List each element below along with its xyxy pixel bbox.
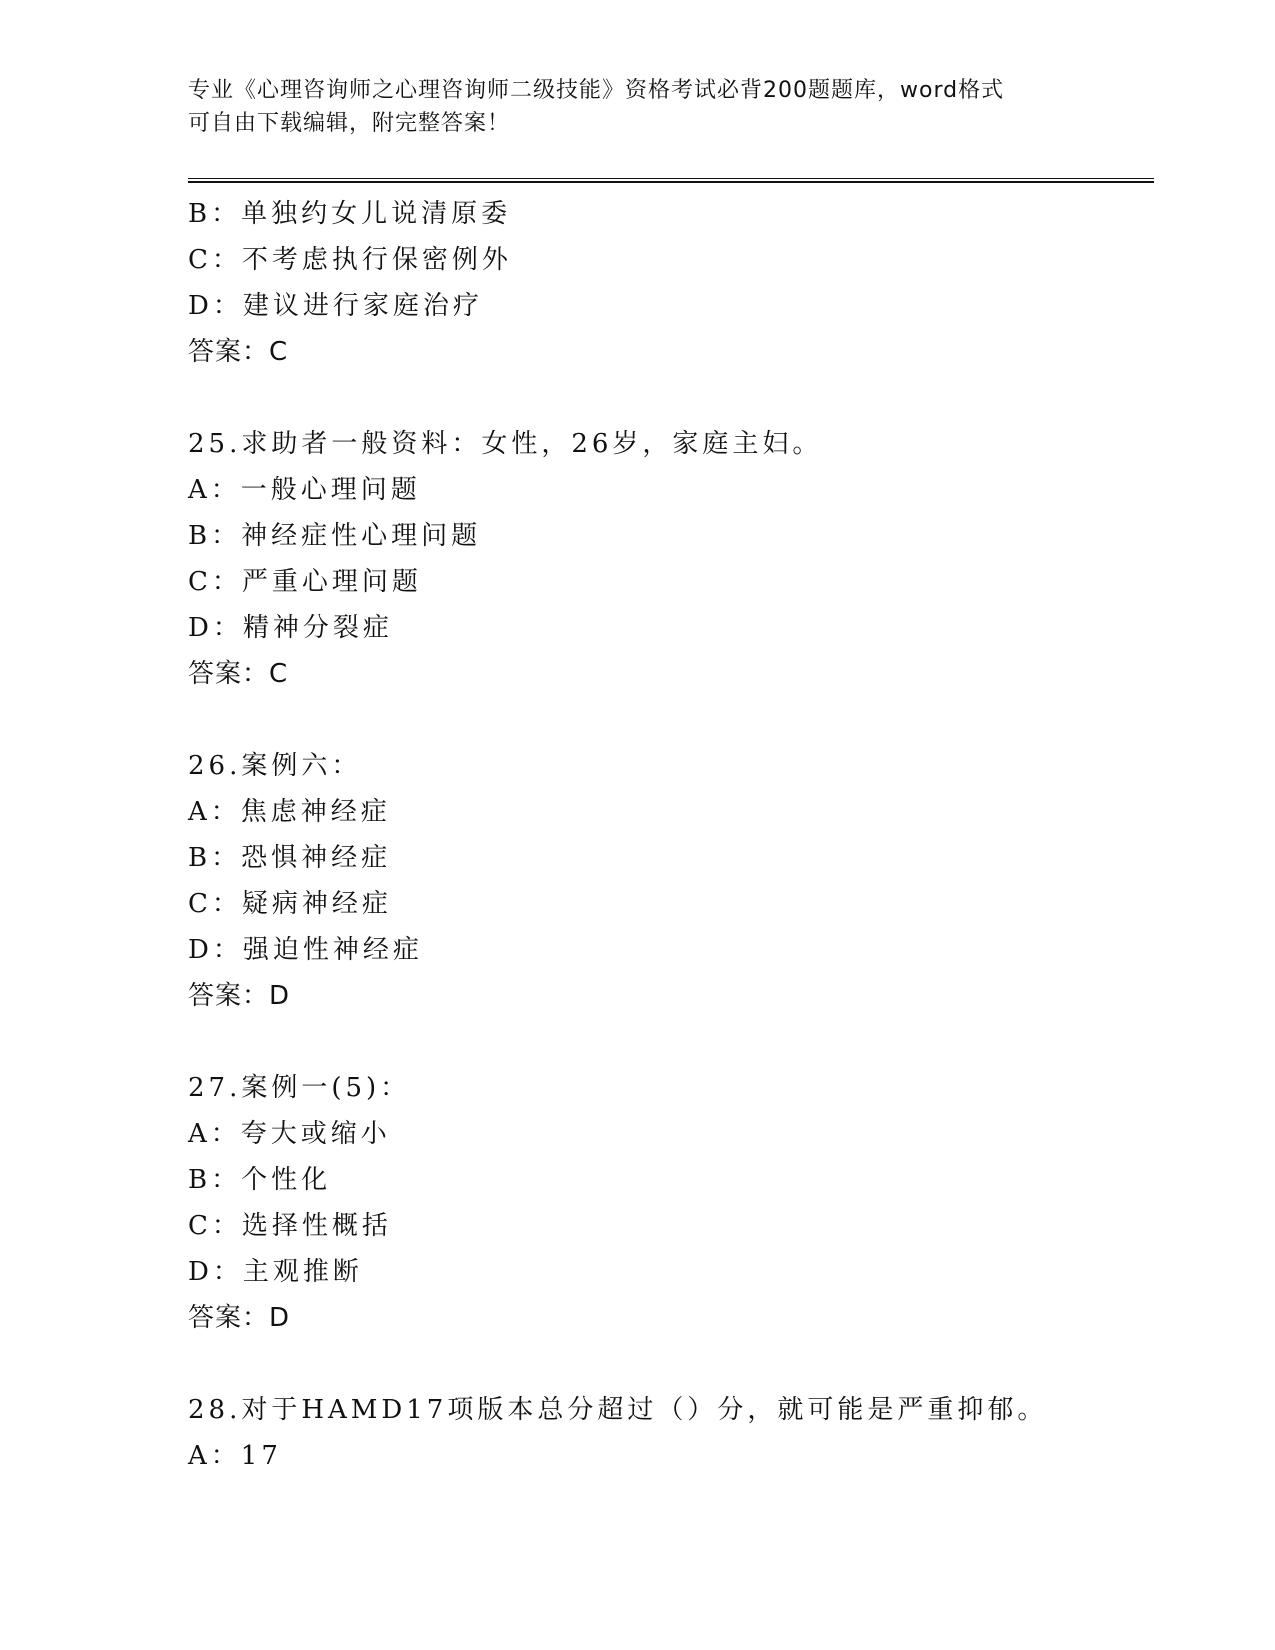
question-partial xyxy=(188,191,1148,375)
option-b: B：单独约女儿说清原委 xyxy=(188,199,512,229)
option-d: D：主观推断 xyxy=(188,1257,363,1287)
option-c: C：疑病神经症 xyxy=(188,889,392,919)
question-28 xyxy=(188,1387,1148,1479)
header-line-1: 专业《心理咨询师之心理咨询师二级技能》资格考试必背200题题库，word格式 xyxy=(188,78,1005,103)
option-a: A：夸大或缩小 xyxy=(188,1119,391,1149)
question-stem: 26.案例六： xyxy=(188,751,362,781)
question-25 xyxy=(188,421,1148,697)
answer: 答案：D xyxy=(188,1303,291,1333)
document-header xyxy=(188,74,1068,140)
answer: 答案：D xyxy=(188,981,291,1011)
option-b: B：个性化 xyxy=(188,1165,332,1195)
question-stem: 25.求助者一般资料：女性，26岁，家庭主妇。 xyxy=(188,429,823,459)
question-27 xyxy=(188,1065,1148,1341)
option-d: D：精神分裂症 xyxy=(188,613,393,643)
question-26 xyxy=(188,743,1148,1019)
header-line-2: 可自由下载编辑，附完整答案！ xyxy=(188,111,511,136)
option-c: C：严重心理问题 xyxy=(188,567,422,597)
option-c: C：不考虑执行保密例外 xyxy=(188,245,512,275)
option-c: C：选择性概括 xyxy=(188,1211,392,1241)
question-stem: 28.对于HAMD17项版本总分超过（）分，就可能是严重抑郁。 xyxy=(188,1395,1048,1425)
answer: 答案：C xyxy=(188,337,289,367)
question-stem: 27.案例一(5)： xyxy=(188,1073,411,1103)
answer: 答案：C xyxy=(188,659,289,689)
question-list xyxy=(188,191,1148,1479)
option-a: A：焦虑神经症 xyxy=(188,797,391,827)
option-d: D：强迫性神经症 xyxy=(188,935,423,965)
option-a: A：一般心理问题 xyxy=(188,475,421,505)
option-a: A：17 xyxy=(188,1441,282,1471)
option-d: D：建议进行家庭治疗 xyxy=(188,291,483,321)
option-b: B：恐惧神经症 xyxy=(188,843,392,873)
option-b: B：神经症性心理问题 xyxy=(188,521,482,551)
header-divider xyxy=(188,178,1154,183)
